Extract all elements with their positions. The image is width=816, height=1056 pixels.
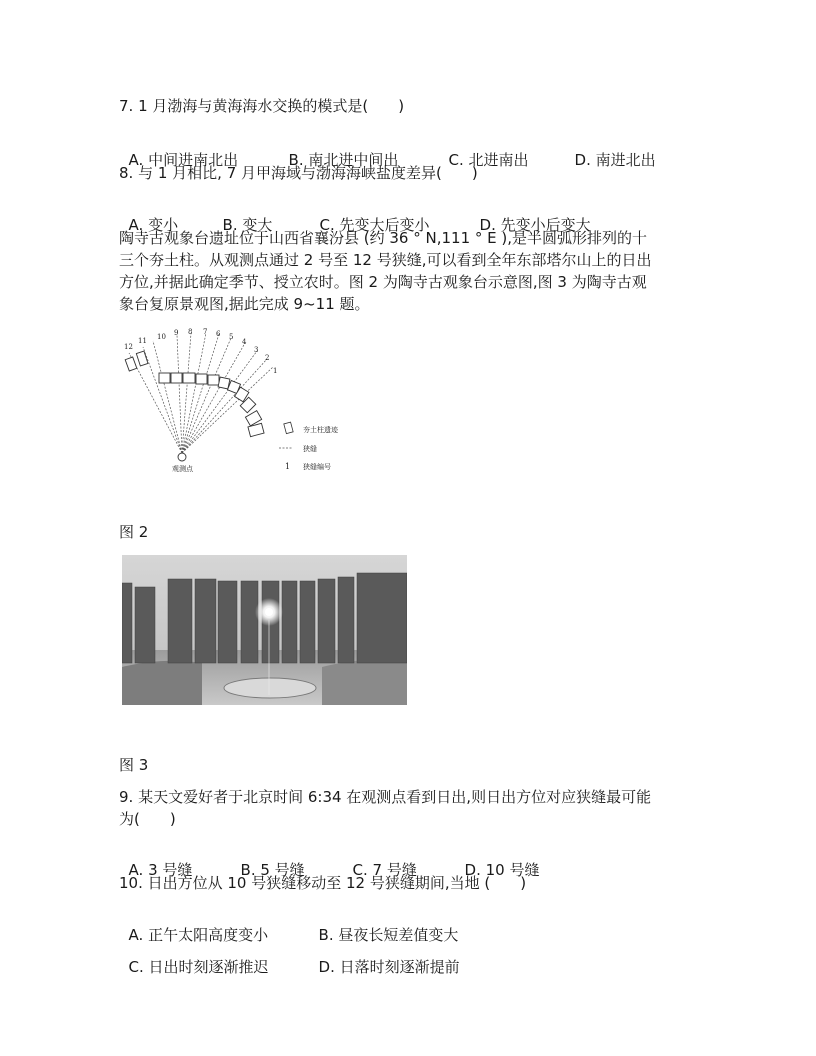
q10-option-c: C. 日出时刻逐渐推迟: [128, 958, 269, 976]
pillar: [122, 583, 132, 663]
q7-option-d: D. 南进北出: [574, 151, 656, 169]
q9-stem-line: 9. 某天文爱好者于北京时间 6:34 在观测点看到日出,则日出方位对应狭缝最可能: [119, 788, 652, 806]
observation-point: [178, 453, 186, 461]
slit-number: 3: [254, 346, 259, 354]
legend-slit-number-label: 狭缝编号: [303, 463, 331, 471]
q7-option-c: C. 北进南出: [448, 151, 529, 169]
pillar: [159, 373, 170, 383]
observation-point-label: 观测点: [172, 465, 193, 473]
slit-number: 12: [124, 343, 133, 351]
q10-option-d: D. 日落时刻逐渐提前: [318, 958, 460, 976]
slit-number: 2: [265, 354, 270, 362]
slit-number: 8: [188, 328, 193, 336]
q10-options-row2: [119, 937, 460, 977]
observation-platform: [224, 678, 316, 698]
slit-numbers: [124, 328, 277, 375]
q10-option-b: B. 昼夜长短差值变大: [318, 926, 459, 944]
slit-number: 10: [157, 333, 166, 341]
figure-2-diagram: [119, 325, 379, 475]
slit-line: [182, 333, 206, 453]
q7-stem: 7. 1 月渤海与黄海海水交换的模式是( ): [119, 97, 405, 115]
passage-line: 方位,并据此确定季节、授立农时。图 2 为陶寺古观象台示意图,图 3 为陶寺古观: [119, 273, 647, 291]
figure-3-photo: [122, 555, 407, 705]
pillar: [136, 351, 148, 366]
q9-option-b: B. 5 号缝: [240, 861, 305, 879]
q8-option-b: B. 变大: [222, 216, 273, 234]
slit-line: [182, 343, 245, 453]
pillar: [125, 357, 137, 371]
slit-number: 1: [273, 367, 278, 375]
slit-number: 6: [216, 330, 221, 338]
q8-stem: 8. 与 1 月相比, 7 月甲海域与渤海海峡盐度差异( ): [119, 164, 478, 182]
passage-line: 象台复原景观图,据此完成 9~11 题。: [119, 295, 370, 313]
passage-line: 三个夯土柱。从观测点通过 2 号至 12 号狭缝,可以看到全年东部塔尔山上的日出: [119, 251, 652, 269]
q9-option-a: A. 3 号缝: [128, 861, 193, 879]
foreground-shrub: [322, 660, 407, 705]
q10-option-a: A. 正午太阳高度变小: [128, 926, 269, 944]
q10-stem: 10. 日出方位从 10 号狭缝移动至 12 号狭缝期间,当地 ( ): [119, 874, 527, 892]
figure-2-legend: [279, 422, 339, 471]
pillar: [218, 581, 237, 663]
foreground-shrub: [122, 661, 202, 705]
q8-option-a: A. 变小: [128, 216, 179, 234]
pillar: [208, 375, 219, 385]
pillar: [195, 579, 216, 663]
legend-pillar-symbol: [284, 422, 293, 433]
pillar: [171, 373, 182, 383]
q8-option-c: C. 先变大后变小: [319, 216, 430, 234]
pillar: [282, 581, 297, 663]
slit-line: [182, 333, 191, 453]
q7-option-a: A. 中间进南北出: [128, 151, 239, 169]
slit-number: 11: [138, 337, 147, 345]
pillar: [168, 579, 192, 663]
pillar: [135, 587, 155, 663]
pillar: [241, 581, 258, 663]
slit-number: 5: [229, 333, 234, 341]
slit-line: [143, 347, 182, 453]
legend-slit-label: 狭缝: [303, 445, 317, 453]
q8-option-d: D. 先变小后变大: [479, 216, 591, 234]
q9-option-d: D. 10 号缝: [464, 861, 540, 879]
pillar: [338, 577, 354, 663]
passage: [119, 227, 699, 315]
slit-number: 9: [174, 329, 179, 337]
pillar: [318, 579, 335, 663]
passage-line: 陶寺古观象台遗址位于山西省襄汾县 (约 36 ° N,111 ° E ),是半圆弧形排列的十: [119, 229, 648, 247]
pillar: [183, 373, 195, 383]
pillar: [300, 581, 315, 663]
legend-pillar-label: 夯土柱遗迹: [303, 426, 338, 434]
figure-3-caption: 图 3: [119, 756, 149, 774]
pillar: [196, 374, 207, 384]
slit-number: 4: [242, 338, 247, 346]
sun: [265, 608, 273, 616]
slit-number: 7: [203, 328, 208, 336]
pillar: [357, 573, 407, 663]
q9-option-c: C. 7 号缝: [352, 861, 417, 879]
q9-stem-line: 为( ): [119, 810, 176, 828]
q7-option-b: B. 南北进中间出: [288, 151, 399, 169]
figure-2-caption: 图 2: [119, 523, 149, 541]
legend-slit-number-symbol: 1: [285, 462, 291, 471]
q9-stem: [119, 786, 699, 830]
